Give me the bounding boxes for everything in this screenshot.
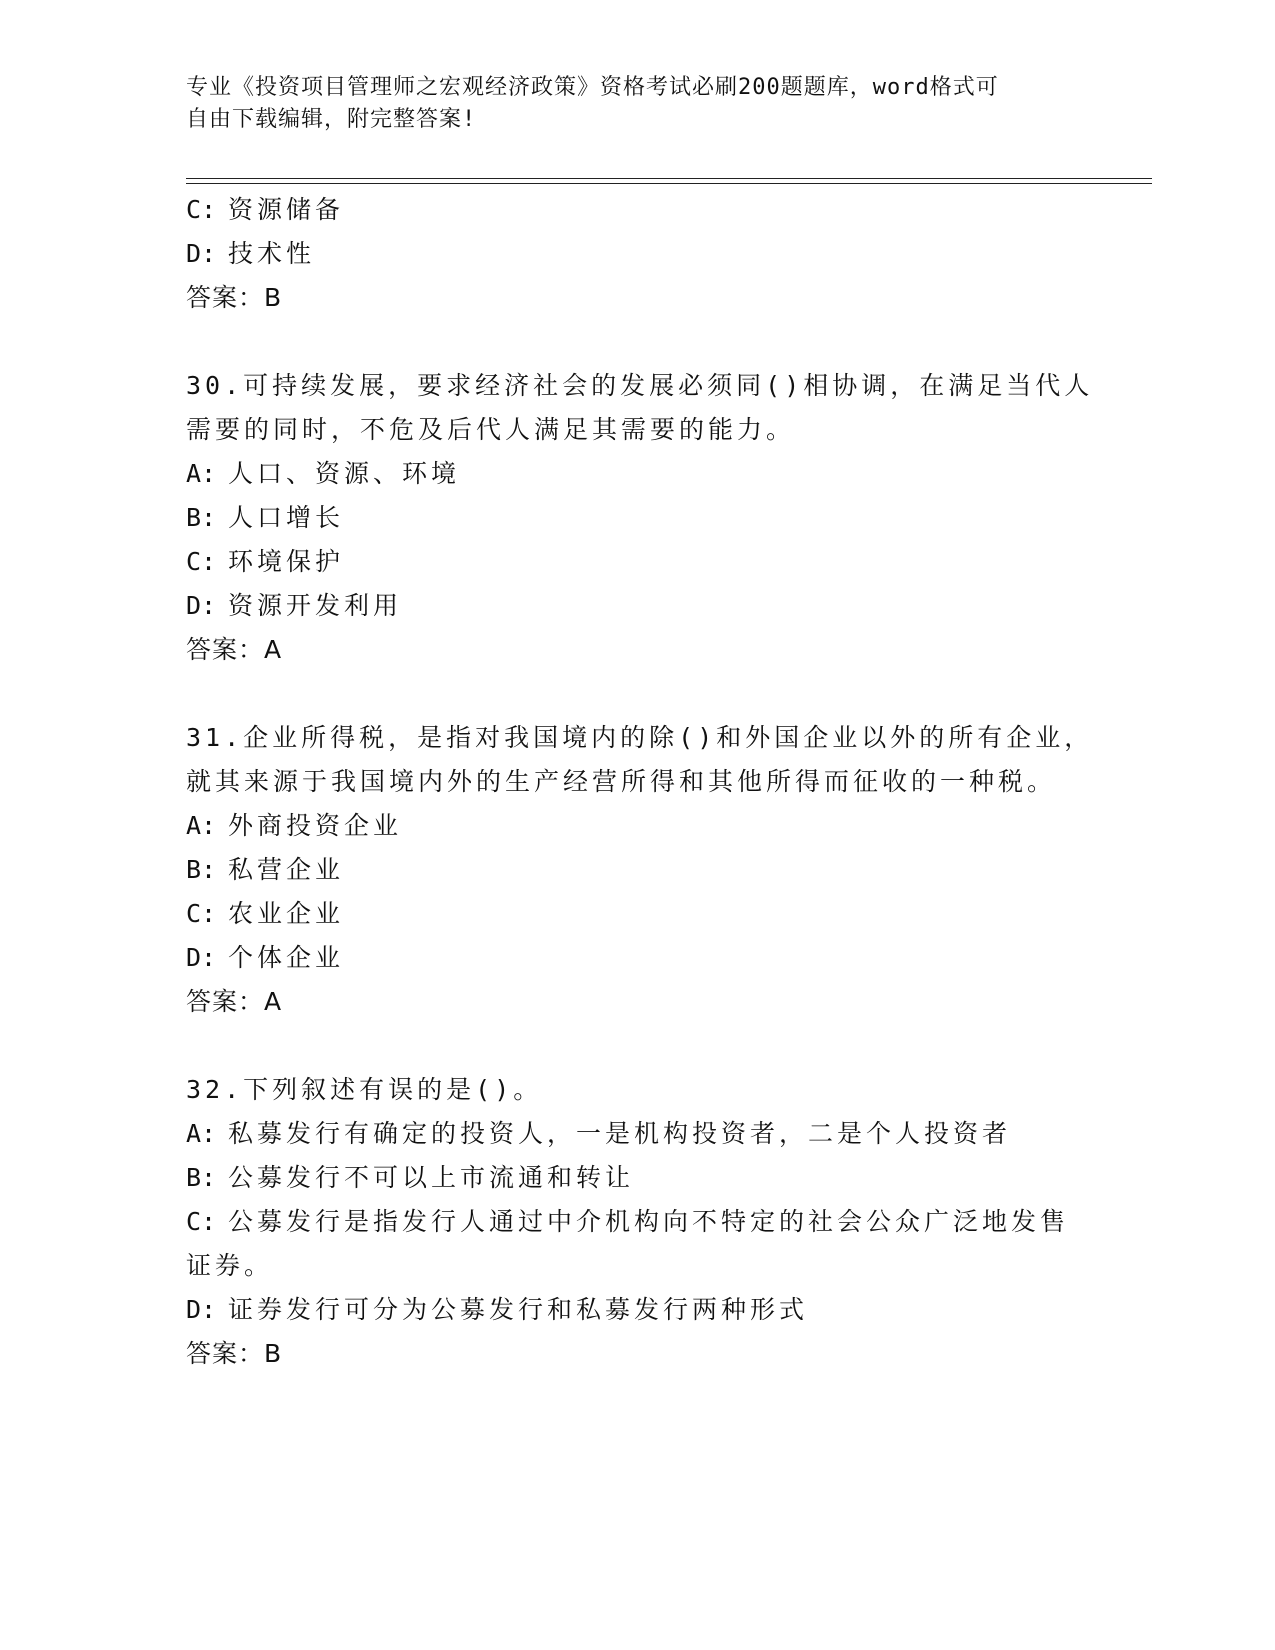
q32-option-a: A: 私募发行有确定的投资人，一是机构投资者，二是个人投资者 [186, 1119, 1012, 1148]
q30-stem-line-2: 需要的同时，不危及后代人满足其需要的能力。 [186, 415, 796, 444]
q31-stem-line-2: 就其来源于我国境内外的生产经营所得和其他所得而征收的一种税。 [186, 767, 1057, 796]
q31-option-b: B: 私营企业 [186, 855, 345, 884]
q31-stem-line-1: 31.企业所得税，是指对我国境内的除()和外国企业以外的所有企业， [186, 723, 1094, 752]
q30-option-a: A: 人口、资源、环境 [186, 459, 461, 488]
q30-answer: 答案：A [186, 635, 283, 664]
q30-option-d: D: 资源开发利用 [186, 591, 403, 620]
document-header [186, 72, 1066, 136]
q31-option-a: A: 外商投资企业 [186, 811, 403, 840]
q32-answer: 答案：B [186, 1339, 283, 1368]
prev-option-d: D: 技术性 [186, 239, 316, 268]
header-divider-top [186, 178, 1152, 179]
q30-option-b: B: 人口增长 [186, 503, 345, 532]
q32-option-d: D: 证券发行可分为公募发行和私募发行两种形式 [186, 1295, 809, 1324]
header-divider-bottom [186, 183, 1152, 184]
q30-option-c: C: 环境保护 [186, 547, 345, 576]
q32-option-b: B: 公募发行不可以上市流通和转让 [186, 1163, 635, 1192]
prev-answer: 答案：B [186, 283, 283, 312]
prev-option-c: C: 资源储备 [186, 195, 345, 224]
header-line-1: 专业《投资项目管理师之宏观经济政策》资格考试必刷200题题库，word格式可 [186, 75, 999, 100]
q31-answer: 答案：A [186, 987, 283, 1016]
q31-option-d: D: 个体企业 [186, 943, 345, 972]
q32-option-c: C: 公募发行是指发行人通过中介机构向不特定的社会公众广泛地发售 [186, 1207, 1070, 1236]
q30-stem-line-1: 30.可持续发展，要求经济社会的发展必须同()相协调，在满足当代人 [186, 371, 1094, 400]
q32-stem: 32.下列叙述有误的是()。 [186, 1075, 543, 1104]
q31-option-c: C: 农业企业 [186, 899, 345, 928]
q32-option-c-continued: 证券。 [186, 1251, 274, 1280]
header-line-2: 自由下载编辑，附完整答案! [186, 107, 477, 132]
